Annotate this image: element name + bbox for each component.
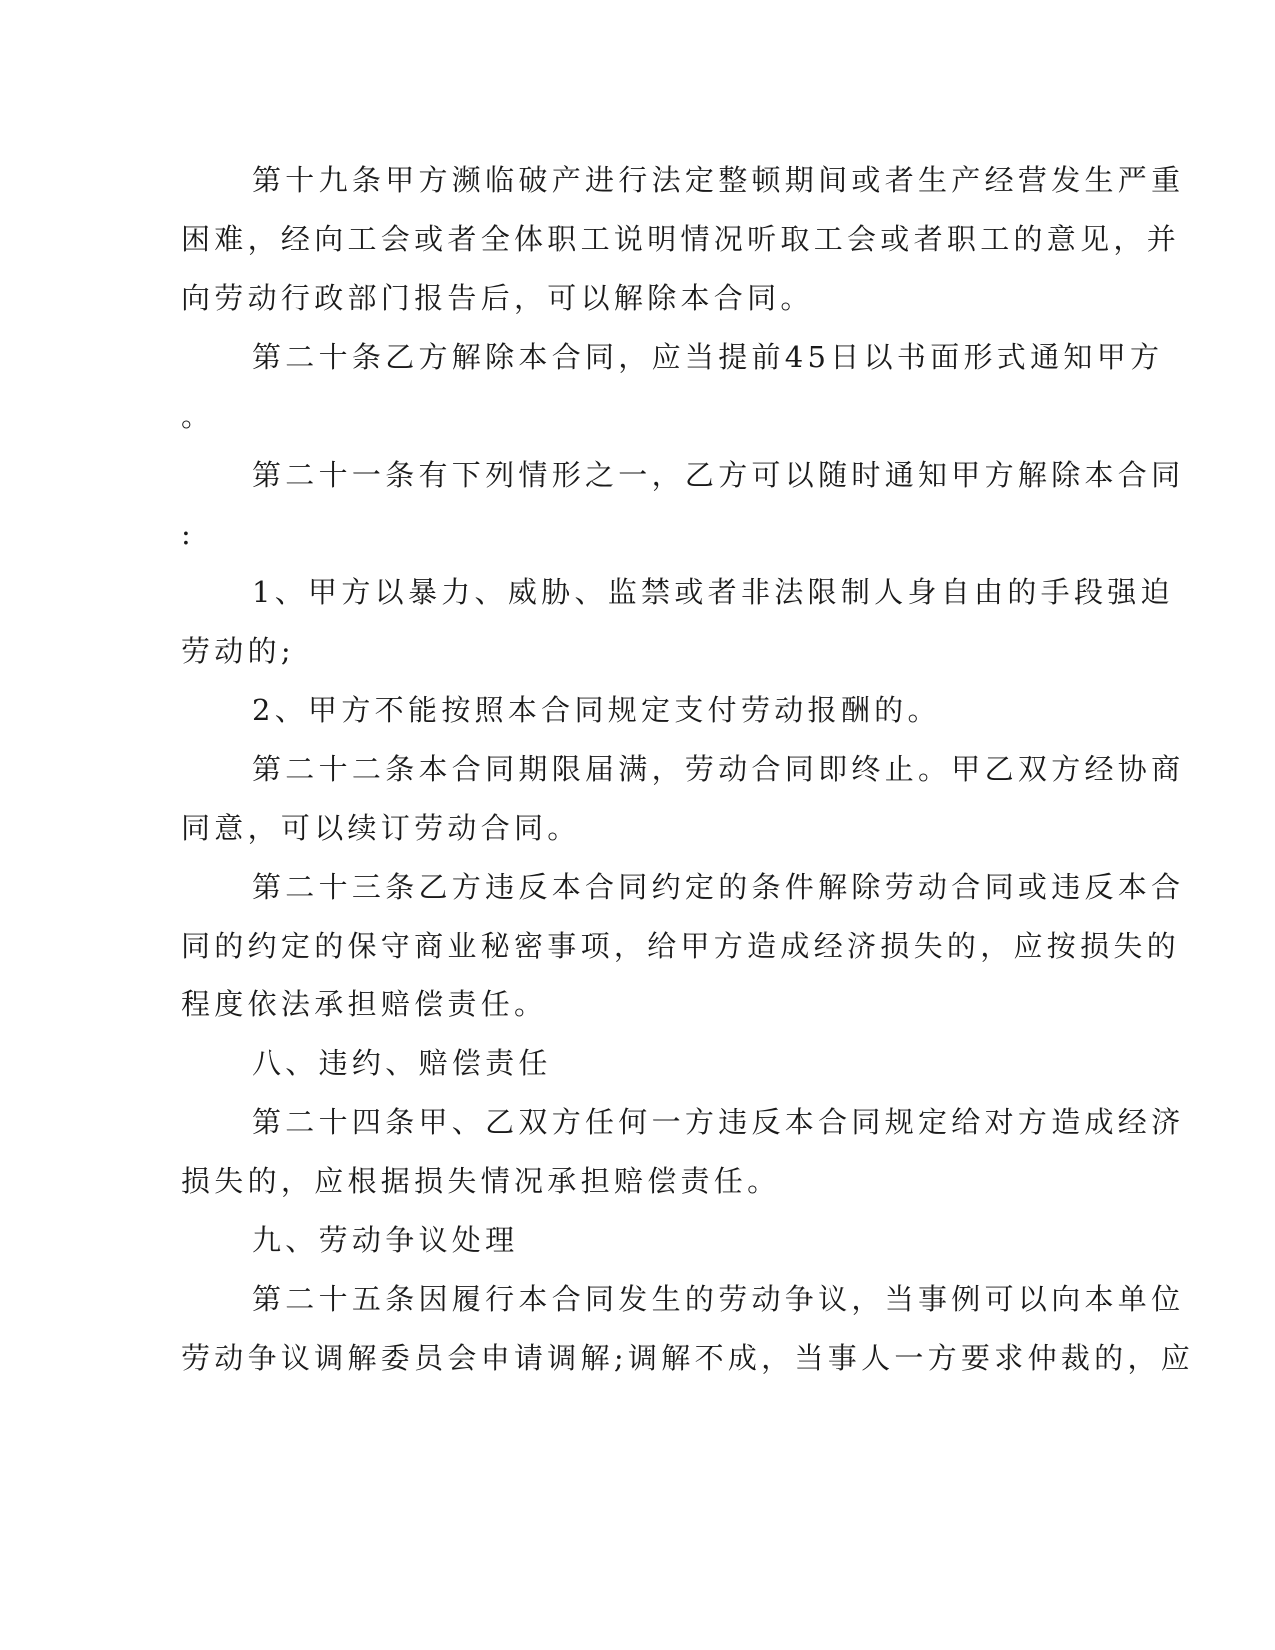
section-heading: 八、违约、赔偿责任 xyxy=(252,1046,552,1080)
text-line: 第二十四条甲、乙双方任何一方违反本合同规定给对方造成经济 xyxy=(252,1105,1185,1139)
text-line: 劳动的; xyxy=(181,634,295,668)
text-line: 困难，经向工会或者全体职工说明情况听取工会或者职工的意见，并 xyxy=(181,222,1181,256)
text-line: 。 xyxy=(181,399,215,433)
text-line: : xyxy=(181,517,196,551)
section-heading: 九、劳动争议处理 xyxy=(252,1223,519,1257)
text-line: 第二十条乙方解除本合同，应当提前45日以书面形式通知甲方 xyxy=(252,340,1164,374)
text-line: 2、甲方不能按照本合同规定支付劳动报酬的。 xyxy=(252,693,941,727)
text-line: 第十九条甲方濒临破产进行法定整顿期间或者生产经营发生严重 xyxy=(252,163,1185,197)
text-line: 同意，可以续订劳动合同。 xyxy=(181,811,581,845)
text-line: 第二十二条本合同期限届满，劳动合同即终止。甲乙双方经协商 xyxy=(252,752,1185,786)
text-line: 损失的，应根据损失情况承担赔偿责任。 xyxy=(181,1164,781,1198)
text-line: 劳动争议调解委员会申请调解;调解不成，当事人一方要求仲裁的，应 xyxy=(181,1341,1195,1375)
text-line: 同的约定的保守商业秘密事项，给甲方造成经济损失的，应按损失的 xyxy=(181,929,1181,963)
text-line: 程度依法承担赔偿责任。 xyxy=(181,987,548,1021)
text-line: 1、甲方以暴力、威胁、监禁或者非法限制人身自由的手段强迫 xyxy=(252,575,1174,609)
text-line: 第二十三条乙方违反本合同约定的条件解除劳动合同或违反本合 xyxy=(252,870,1185,904)
text-line: 第二十五条因履行本合同发生的劳动争议，当事例可以向本单位 xyxy=(252,1282,1185,1316)
text-line: 向劳动行政部门报告后，可以解除本合同。 xyxy=(181,281,814,315)
text-line: 第二十一条有下列情形之一，乙方可以随时通知甲方解除本合同 xyxy=(252,458,1185,492)
